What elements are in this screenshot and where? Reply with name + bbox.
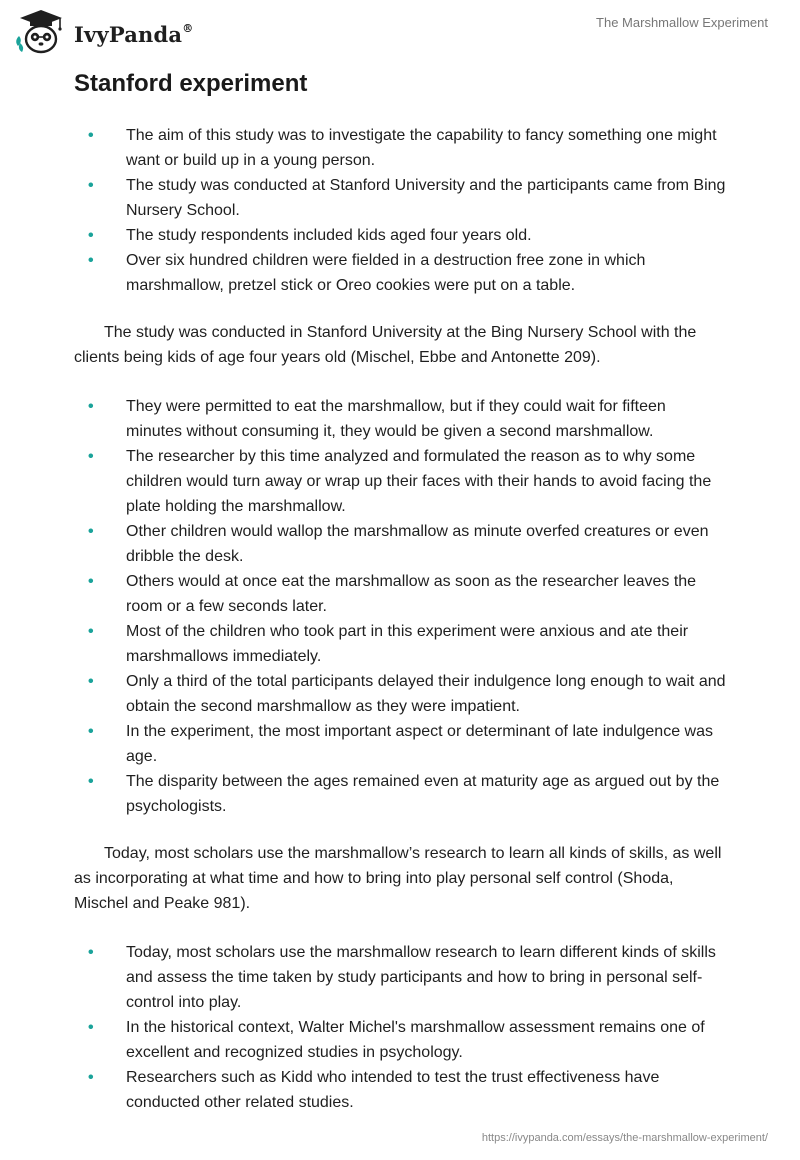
list-item: • In the historical context, Walter Michel's marshmallow assessment remains one of excellent and recognized studies in psychology. <box>74 1015 726 1065</box>
ivypanda-logo[interactable] <box>14 8 193 56</box>
bullet-icon: • <box>88 572 94 590</box>
bullet-list-1 <box>74 123 726 298</box>
list-item: • The aim of this study was to investigate the capability to fancy something one might want or build up in a young person. <box>74 123 726 173</box>
list-item: • Over six hundred children were fielded in a destruction free zone in which marshmallow, pretzel stick or Oreo cookies were put on a table. <box>74 248 726 298</box>
list-item: • In the experiment, the most important aspect or determinant of late indulgence was age. <box>74 719 726 769</box>
list-item: • The disparity between the ages remained even at maturity age as argued out by the psychologists. <box>74 769 726 819</box>
source-url-link[interactable]: https://ivypanda.com/essays/the-marshmallow-experiment/ <box>481 1132 768 1144</box>
bullet-icon: • <box>88 672 94 690</box>
list-item: • They were permitted to eat the marshmallow, but if they could wait for fifteen minutes without consuming it, they would be given a second marshmallow. <box>74 394 726 444</box>
bullet-list-2 <box>74 394 726 819</box>
paragraph: The study was conducted in Stanford University at the Bing Nursery School with the clients being kids of age four years old (Mischel, Ebbe and Antonette 209). <box>74 323 697 366</box>
essay-content <box>74 70 726 1115</box>
bullet-icon: • <box>88 1068 94 1086</box>
list-item: • Others would at once eat the marshmallow as soon as the researcher leaves the room or a few seconds later. <box>74 569 726 619</box>
list-item: • Most of the children who took part in this experiment were anxious and ate their marshmallows immediately. <box>74 619 726 669</box>
bullet-icon: • <box>88 722 94 740</box>
bullet-list-3 <box>74 940 726 1115</box>
document-title: The Marshmallow Experiment <box>596 15 768 30</box>
list-item: • Only a third of the total participants delayed their indulgence long enough to wait and obtain the second marshmallow as they were impatient. <box>74 669 726 719</box>
bullet-icon: • <box>88 522 94 540</box>
bullet-icon: • <box>88 251 94 269</box>
list-item: • Other children would wallop the marshmallow as minute overfed creatures or even dribble the desk. <box>74 519 726 569</box>
list-item: • The researcher by this time analyzed and formulated the reason as to why some children would turn away or wrap up their faces with their hands to avoid facing the plate holding the marshmallow. <box>74 444 726 519</box>
panda-graduation-cap-icon <box>14 8 68 56</box>
brand-name: IvyPanda® <box>74 21 194 47</box>
bullet-icon: • <box>88 447 94 465</box>
bullet-icon: • <box>88 226 94 244</box>
bullet-icon: • <box>88 1018 94 1036</box>
list-item: • The study respondents included kids aged four years old. <box>74 223 726 248</box>
list-item: • Today, most scholars use the marshmallow research to learn different kinds of skills and assess the time taken by study participants and how to bring in personal self- control into play. <box>74 940 726 1015</box>
list-item: • The study was conducted at Stanford University and the participants came from Bing Nursery School. <box>74 173 726 223</box>
bullet-icon: • <box>88 622 94 640</box>
bullet-icon: • <box>88 943 94 961</box>
bullet-icon: • <box>88 772 94 790</box>
section-heading: Stanford experiment <box>74 70 308 97</box>
list-item: • Researchers such as Kidd who intended to test the trust effectiveness have conducted other related studies. <box>74 1065 726 1115</box>
bullet-icon: • <box>88 397 94 415</box>
bullet-icon: • <box>88 126 94 144</box>
bullet-icon: • <box>88 176 94 194</box>
paragraph: Today, most scholars use the marshmallow’s research to learn all kinds of skills, as well as incorporating at what time and how to bring into play personal self control (Shoda, Mischel and Peake 981). <box>74 844 722 912</box>
